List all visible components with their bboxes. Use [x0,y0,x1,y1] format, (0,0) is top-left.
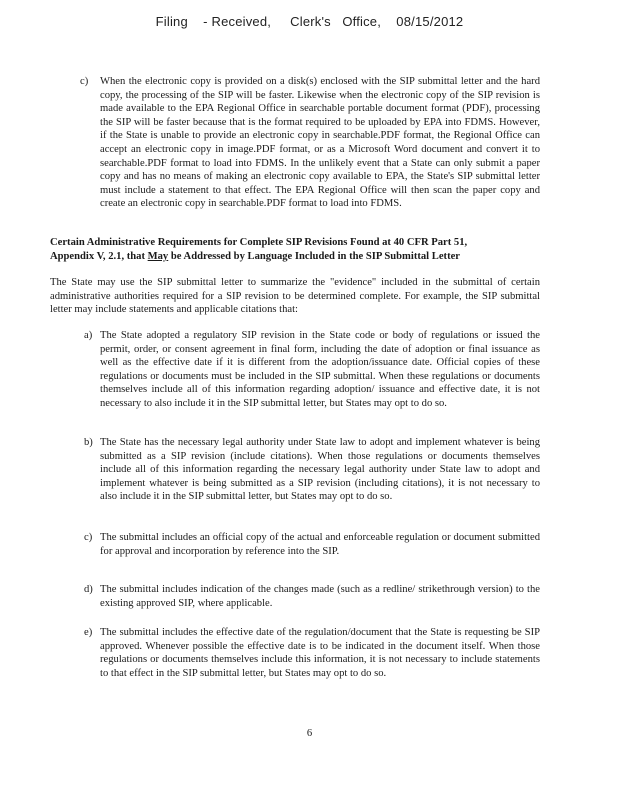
section-heading [50,236,540,263]
intro-paragraph: The State may use the SIP submittal letter to summarize the "evidence" included in the submittal of certain administrative authorities required for a SIP revision to be determined complete. For example, the SIP submittal letter may include statements and applicable citations that: [50,277,540,316]
list-marker: c) [80,76,89,87]
list-marker: c) [84,532,93,543]
list-marker: b) [84,437,93,448]
list-item-text: The submittal includes an official copy of the actual and enforceable regulation or document submitted for approval and incorporation by reference into the SIP. [100,532,540,557]
heading-segment: Appendix V, 2.1, that [50,250,148,262]
list-marker: a) [84,330,93,341]
list-item-text: The State has the necessary legal authority under State law to adopt and implement whatever is being submitted as a SIP revision (include citations). When those regulations or documents themselves include all of this information regarding the necessary legal authority under State law to adopt and implement whatever is being submitted as a SIP revision (including citations), it is not necessary to also include it in the SIP submittal letter, but States may opt to do so. [100,437,540,503]
list-item-text: The submittal includes indication of the changes made (such as a redline/ strikethrough version) to the existing approved SIP, where applicable. [100,584,540,609]
list-marker: e) [84,627,93,638]
section-heading-line-1: Certain Administrative Requirements for Complete SIP Revisions Found at 40 CFR Part 51, [50,237,468,248]
section-heading-line-2 [50,250,540,264]
list-item-text: When the electronic copy is provided on a disk(s) enclosed with the SIP submittal letter and the hard copy, the processing of the SIP will be faster. Likewise when the electronic copy of the SIP revision is made available to the EPA Regional Office in searchable portable document format (PDF), processing the SIP will be faster because that is the format required to be uploaded by EPA into FDMS. However, if the State is unable to provide an electronic copy in searchable.PDF format, the Regional Office can accept an electronic copy in image.PDF format, or as a Microsoft Word document and convert it to searchable.PDF format to load into FDMS. In the unlikely event that a State can only submit a paper copy and has no means of making an electronic copy available to EPA, the State's SIP submittal letter must include a statement to that effect. The EPA Regional Office will then scan the paper copy and create an electronic copy in searchable.PDF format to load into FDMS. [100,76,540,210]
heading-segment: be Addressed by Language Included in the SIP Submittal Letter [168,250,461,262]
list-marker: d) [84,584,93,595]
page-number: 6 [306,728,313,739]
list-item-text: The submittal includes the effective date of the regulation/document that the State is requesting be SIP approved. Whenever possible the effective date is to be indicated in the document itself. When those regulations or documents themselves include this information, it is not necessary to include statements to that effect in the SIP submittal letter, but States may opt to do so. [100,627,540,679]
heading-underlined-word: May [147,250,169,262]
list-item-text: The State adopted a regulatory SIP revision in the State code or body of regulations or issued the permit, order, or consent agreement in final form, including the date of adoption or final issuance as well as the effective date if it is different from the adoption/issuance date. Official copies of these regulations or documents must be included in the SIP submittal. When these regulations or documents themselves include all of this information regarding adoption/ issuance and effective date, it is not necessary to also include it in the SIP submittal letter, but States may opt to do so. [100,330,540,409]
filing-stamp-header: Filing - Received, Clerk's Office, 08/15/2012 [155,14,464,29]
